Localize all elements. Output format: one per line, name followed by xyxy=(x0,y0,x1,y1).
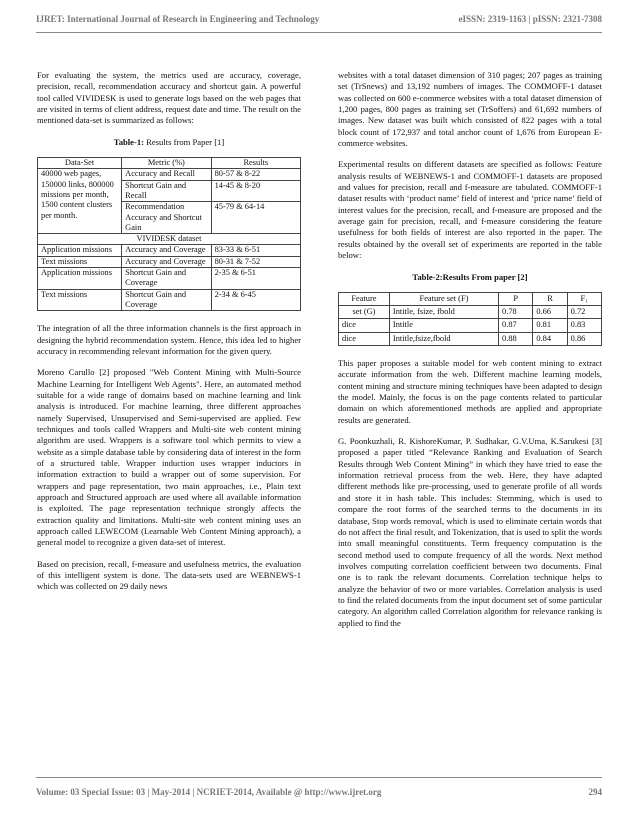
header-cell: Results xyxy=(211,158,300,169)
recall-cell: 0.66 xyxy=(533,306,567,319)
dataset-cell: Application missions xyxy=(38,245,122,256)
result-cell: 80-31 & 7-52 xyxy=(211,256,300,267)
table-header-row xyxy=(38,158,301,169)
feature-set-cell: Intitle xyxy=(389,319,498,332)
recall-cell: 0.81 xyxy=(533,319,567,332)
result-cell: 14-45 & 8-20 xyxy=(211,180,300,202)
result-cell: 2-34 & 6-45 xyxy=(211,289,300,311)
table2-caption-label: Table-2: xyxy=(412,271,443,282)
left-column xyxy=(37,70,301,603)
paragraph: For evaluating the system, the metrics used are accuracy, coverage, precision, recall, recommendation accuracy and shortcut gain. A powerful tool called VIVIDESK is used to generate logs based on the web pages that are visited in terms of client address, request date and time. The result on the mentioned data-set is summarized as follows: xyxy=(37,70,301,126)
metric-cell: Accuracy and Coverage xyxy=(122,245,211,256)
running-footer xyxy=(36,787,602,801)
metric-cell: Accuracy and Recall xyxy=(122,169,211,180)
f1-cell: 0.86 xyxy=(567,332,601,345)
feature-set-cell: Intitle, fsize, fbold xyxy=(389,306,498,319)
header-cell: Metric (%) xyxy=(122,158,211,169)
table-row xyxy=(38,256,301,267)
paragraph: This paper proposes a suitable model for web content mining to extract accurate information from the web. Different machine learning models, content mining and structure mining techniques have been adapted to design the model. Mainly, the focus is on the page contents related to particular domain on which aforementioned methods are applied and appropriate results are generated. xyxy=(338,358,602,425)
table-header-row xyxy=(339,292,602,305)
table-subheader-row xyxy=(38,234,301,245)
table2-caption xyxy=(338,272,602,283)
result-cell: 2-35 & 6-51 xyxy=(211,268,300,290)
table-row xyxy=(38,245,301,256)
right-column xyxy=(338,70,602,639)
table-row xyxy=(38,289,301,311)
feature-cell: dice xyxy=(339,319,390,332)
result-cell: 83-33 & 6-51 xyxy=(211,245,300,256)
metric-cell: Recommendation Accuracy and Shortcut Gain xyxy=(122,202,211,234)
metric-cell: Shortcut Gain and Coverage xyxy=(122,268,211,290)
feature-cell: set (G) xyxy=(339,306,390,319)
table1-caption-text: Results from Paper [1] xyxy=(144,136,225,147)
table-row xyxy=(339,306,602,319)
feature-cell: dice xyxy=(339,332,390,345)
recall-cell: 0.84 xyxy=(533,332,567,345)
header-cell: F₁ xyxy=(567,292,601,305)
volume-info: Volume: 03 Special Issue: 03 | May-2014 | NCRIET-2014, Available @ http://www.ijret.org xyxy=(36,787,382,797)
header-cell: R xyxy=(533,292,567,305)
table1-caption xyxy=(37,137,301,148)
paragraph: G. Poonkuzhali, R. KishoreKumar, P. Sudhakar, G.V.Uma, K.Sarukesi [3] proposed a paper titled “Relevance Ranking and Evaluation of Search Results through Web Content Mining” in which they have tried to ease the information retrieval process from the web. Here, they have adapted different methods like pre-processing, used to generate profile of all words and store it in hash table. This includes: Stemming, which is used to compare the root forms of the searched terms to the documents in its database, Stop words removal, which is used to eliminate certain words that do not affect the final result, and Tokenization, that is used to split the words into small meaningful constituents. Term frequency computation is the second method used to compute frequency of all the words. Next method involves computing correlation coefficient between two documents. Final one is to rank the relevant documents. Correlation technique helps to analyze the behavior of two or more variables. Correlation analysis is used to find the related documents from the input document set of some particular category. An algorithm called Correlation algorithm for relevance ranking is applied to find the xyxy=(338,436,602,628)
dataset-cell: Application missions xyxy=(38,268,122,290)
running-header xyxy=(36,12,602,30)
metric-cell: Shortcut Gain and Recall xyxy=(122,180,211,202)
header-cell: Feature xyxy=(339,292,390,305)
paragraph: Based on precision, recall, f-measure and usefulness metrics, the evaluation of this intelligent system is done. The data-sets used are WEBNEWS-1 which was collected on 29 daily news xyxy=(37,558,301,592)
f1-cell: 0.83 xyxy=(567,319,601,332)
journal-title: IJRET: International Journal of Research in Engineering and Technology xyxy=(36,14,320,24)
dataset-cell: Text missions xyxy=(38,289,122,311)
table-row xyxy=(339,319,602,332)
precision-cell: 0.88 xyxy=(499,332,533,345)
feature-set-cell: Intitle,fsize,fbold xyxy=(389,332,498,345)
header-cell: P xyxy=(499,292,533,305)
precision-cell: 0.87 xyxy=(499,319,533,332)
dataset-cell: Text missions xyxy=(38,256,122,267)
table1-caption-label: Table-1: xyxy=(113,136,145,147)
paragraph: The integration of all the three information channels is the first approach in designing the hybrid recommendation system. Hence, this idea led to higher accuracy in recommending relevant information for the given query. xyxy=(37,323,301,356)
header-rule xyxy=(36,32,602,33)
header-cell: Feature set (F) xyxy=(389,292,498,305)
metric-cell: Shortcut Gain and Coverage xyxy=(122,289,211,311)
f1-cell: 0.72 xyxy=(567,306,601,319)
paragraph: websites with a total dataset dimension of 310 pages; 207 pages as training set (TrSnews) and 13,192 numbers of images. The COMMOFF-1 dataset was collected on 600 e-commerce websites with a total dataset dimension of 1,200 pages, 800 pages as training set (TrSoffers) and 61,692 numbers of images. New dataset was built which consisted of 822 pages with a total block count of 172,937 and total anchor count of 1,676 from European E-commerce websites. xyxy=(338,70,602,149)
metric-cell: Accuracy and Coverage xyxy=(122,256,211,267)
paragraph: Experimental results on different datasets are specified as follows: Feature analysis results of WEBNEWS-1 and COMMOFF-1 datasets are proposed and values for precision, recall and f-measure are tabulated. COMMOFF-1 dataset results with ‘product name’ field of interest and ‘price name’ field of interest values for the precision, recall, and f-measure are proposed and the average gain for precision, recall, and f-measure considering the feature usefulness for both fields of interest are also reported in the paper. The results obtained by the overall set of experiments are reported in the table below: xyxy=(338,159,602,261)
table-row xyxy=(339,332,602,345)
subheader-cell: VIVIDESK dataset xyxy=(38,234,301,245)
results-table-1 xyxy=(37,157,301,311)
header-cell: Data-Set xyxy=(38,158,122,169)
dataset-cell: 40000 web pages, 150000 links, 800000 missions per month, 1500 content clusters per month. xyxy=(38,169,122,234)
precision-cell: 0.78 xyxy=(499,306,533,319)
table2-caption-text: Results From paper [2] xyxy=(442,271,528,282)
table-row xyxy=(38,268,301,290)
issn: eISSN: 2319-1163 | pISSN: 2321-7308 xyxy=(458,14,602,24)
result-cell: 80-57 & 8-22 xyxy=(211,169,300,180)
footer-rule xyxy=(36,777,602,778)
page-number: 294 xyxy=(588,787,602,797)
result-cell: 45-79 & 64-14 xyxy=(211,202,300,234)
results-table-2 xyxy=(338,292,602,346)
table-row xyxy=(38,169,301,180)
paragraph: Moreno Carullo [2] proposed "Web Content Mining with Multi-Source Machine Learning for Intelligent Web Agents". Here, an automated method suitable for a wide range of domains based on machine learning and link analysis is introduced. For machine learning, three different approaches namely Supervised, Unsupervised and Semi-supervised are applied. Few techniques and tools called Wrappers and Multi-site web content mining algorithm are used. Wrappers is a software tool which permits to view a website as a simple database table by considering data of interest in the form of a structured table. Wrapper induction uses wrapper inductors in information extraction to build a wrapper out of some supervision. For wrappers and page representation, two main approaches, i.e., Plain text approach and Structured approach are used where all available information is exploited. The page representation technique strongly affects the extraction quality and limitations. Multi-site web content mining uses an approach called LEWECOM (Learnable Web Content Mining approach), a general model to recognize a given data-set of interest. xyxy=(37,367,301,548)
